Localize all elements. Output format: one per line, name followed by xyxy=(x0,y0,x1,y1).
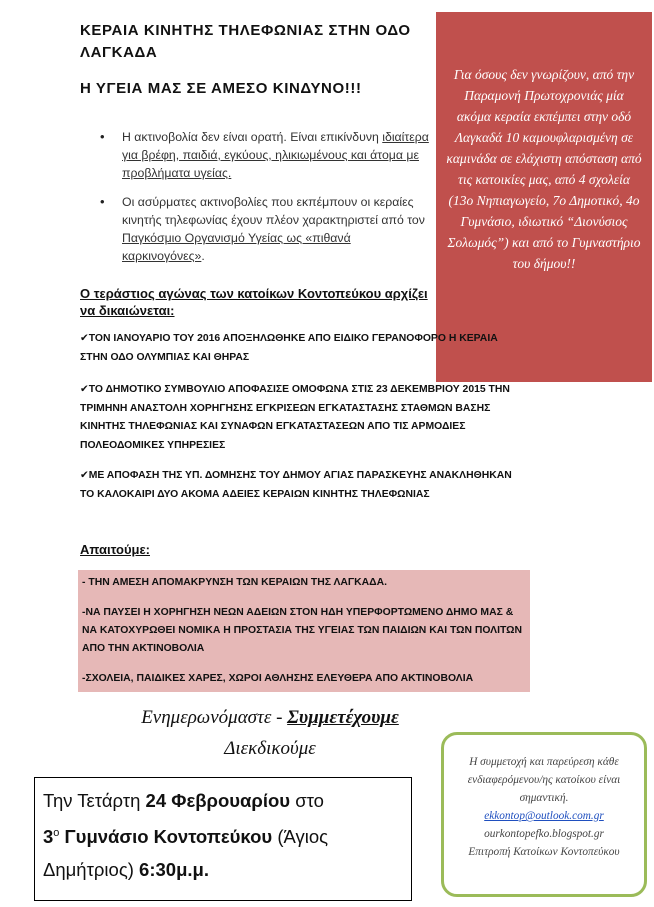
bullet-underlined: Παγκόσμιο Οργανισμό Υγείας ως «πιθανά καρκινογόνες» xyxy=(122,231,351,263)
bullet-item xyxy=(100,128,430,182)
bullet-text: Η ακτινοβολία δεν είναι ορατή. Είναι επικίνδυνη xyxy=(122,130,383,144)
meeting-place: Γυμνάσιο Κοντοπεύκου xyxy=(59,826,273,848)
news-item: ✔ΜΕ ΑΠΟΦΑΣΗ ΤΗΣ ΥΠ. ΔΟΜΗΣΗΣ ΤΟΥ ΔΗΜΟΥ ΑΓΙΑΣ ΠΑΡΑΣΚΕΥΗΣ ΑΝΑΚΛΗΘΗΚΑΝ ΤΟ ΚΑΛΟΚΑΙΡΙ ΔΥΟ ΑΚΟΜΑ ΑΔΕΙΕΣ ΚΕΡΑΙΩΝ ΚΙΝΗΤΗΣ ΤΗΛΕΦΩΝΙΑΣ xyxy=(80,470,512,500)
contact-email-link[interactable]: ekkontop@outlook.com.gr xyxy=(484,810,604,822)
meeting-mid: στο xyxy=(290,790,324,811)
contact-committee: Επιτροπή Κατοίκων Κοντοπεύκου xyxy=(468,846,620,858)
slogan-participate: Συμμετέχουμε xyxy=(287,707,399,728)
bullet-text: Οι ασύρματες ακτινοβολίες που εκπέμπουν οι κεραίες κινητής τηλεφωνίας έχουν πλέον χαρακτηριστεί από τον xyxy=(122,195,425,227)
demands-heading: Απαιτούμε: xyxy=(80,542,150,557)
meeting-box xyxy=(34,777,412,901)
bullet-underlined: ιδιαίτερα για βρέφη, παιδιά, εγκύους, ηλικιωμένους και άτομα με προβλήματα υγείας. xyxy=(122,130,429,180)
contact-blog[interactable]: ourkontopefko.blogspot.gr xyxy=(484,828,604,840)
meeting-time: 6:30 xyxy=(139,859,177,881)
meeting-pre: Την Τετάρτη xyxy=(43,790,146,811)
bullet-list xyxy=(100,128,430,276)
news-item: ✔ΤΟ ΔΗΜΟΤΙΚΟ ΣΥΜΒΟΥΛΙΟ ΑΠΟΦΑΣΙΣΕ ΟΜΟΦΩΝΑ ΣΤΙΣ 23 ΔΕΚΕΜΒΡΙΟΥ 2015 ΤΗΝ ΤΡΙΜΗΝΗ ΑΝΑΣΤΟΛΗ ΧΟΡΗΓΗΣΗΣ ΕΓΚΡΙΣΕΩΝ ΕΓΚΑΤΑΣΤΑΣΗΣ ΣΤΑΘΜΩΝ ΒΑΣΗΣ ΚΙΝΗΤΗΣ ΤΗΛΕΦΩΝΙΑΣ ΚΑΙ ΣΥΝΑΦΩΝ ΕΓΚΑΤΑΣΤΑΣΕΩΝ ΑΠΟ ΤΙΣ ΑΡΜΟΔΙΕΣ ΠΟΛΕΟΔΟΜΙΚΕΣ ΥΠΗΡΕΣΙΕΣ xyxy=(80,384,510,451)
contact-note: Η συμμετοχή και παρεύρεση κάθε ενδιαφερόμενου/ης κατοίκου είναι σημαντική. xyxy=(467,756,621,804)
demand-item: -ΝΑ ΠΑΥΣΕΙ Η ΧΟΡΗΓΗΣΗ ΝΕΩΝ ΑΔΕΙΩΝ ΣΤΟΝ ΗΔΗ ΥΠΕΡΦΟΡΤΩΜΕΝΟ ΔΗΜΟ ΜΑΣ & ΝΑ ΚΑΤΟΧΥΡΩΘΕΙ ΝΟΜΙΚΑ Η ΠΡΟΣΤΑΣΙΑ ΤΗΣ ΥΓΕΙΑΣ ΤΩΝ ΠΑΙΔΙΩΝ ΚΑΙ ΤΩΝ ΠΟΛΙΤΩΝ ΑΠΟ ΤΗΝ ΑΚΤΙΝΟΒΟΛΙΑ xyxy=(82,607,522,654)
demands-box xyxy=(78,570,530,692)
struggle-heading: Ο τεράστιος αγώνας των κατοίκων Κοντοπεύκου αρχίζει να δικαιώνεται: xyxy=(80,286,428,318)
slogan-inform: Ενημερωνόμαστε - xyxy=(141,707,288,728)
slogan-line2: Διεκδικούμε xyxy=(224,738,316,759)
bullet-item xyxy=(100,193,430,265)
header-title: ΚΕΡΑΙΑ ΚΙΝΗΤΗΣ ΤΗΛΕΦΩΝΙΑΣ ΣΤΗΝ ΟΔΟ ΛΑΓΚΑΔΑ xyxy=(80,22,411,61)
demand-item: -ΣΧΟΛΕΙΑ, ΠΑΙΔΙΚΕΣ ΧΑΡΕΣ, ΧΩΡΟΙ ΑΘΛΗΣΗΣ ΕΛΕΥΘΕΡΑ ΑΠΟ ΑΚΤΙΝΟΒΟΛΙΑ xyxy=(82,673,474,684)
red-box-text: Για όσους δεν γνωρίζουν, από την Παραμονή Πρωτοχρονιάς μία ακόμα κεραία εκπέμπει στην οδό Λαγκαδά 10 καμουφλαρισμένη σε καμινάδα σε ελάχιστη απόσταση από τις κατοικίες μας, από 4 σχολεία (13ο Νηπιαγωγείο, 7ο Δημοτικό, 4ο Γυμνάσιο, ιδιωτικό “Διονύσιος Σολωμός”) και από το Γυμναστήριο του δήμου!! xyxy=(446,67,642,271)
header-danger: Η ΥΓΕΙΑ ΜΑΣ ΣΕ ΑΜΕΣΟ ΚΙΝΔΥΝΟ!!! xyxy=(80,80,362,97)
slogan-line1 xyxy=(80,707,460,729)
meeting-ordinal: ο xyxy=(53,827,60,839)
demand-item: - ΤΗΝ ΑΜΕΣΗ ΑΠΟΜΑΚΡΥΝΣΗ ΤΩΝ ΚΕΡΑΙΩΝ ΤΗΣ ΛΑΓΚΑΔΑ. xyxy=(82,577,387,588)
meeting-time-suffix: μ.μ. xyxy=(176,859,209,881)
red-info-box xyxy=(436,12,652,382)
meeting-school-number: 3 xyxy=(43,826,54,848)
news-item: ✔ΤΟΝ ΙΑΝΟΥΑΡΙΟ ΤΟΥ 2016 ΑΠΟΞΗΛΩΘΗΚΕ ΑΠΟ ΕΙΔΙΚΟ ΓΕΡΑΝΟΦΟΡΟ Η ΚΕΡΑΙΑ ΣΤΗΝ ΟΔΟ ΟΛΥΜΠΙΑΣ ΚΑΙ ΘΗΡΑΣ xyxy=(80,333,498,363)
meeting-date: 24 Φεβρουαρίου xyxy=(145,790,291,811)
contact-box xyxy=(441,732,647,897)
bullet-text-end: . xyxy=(201,249,205,263)
meeting-place-rest: (Άγιος Δημήτριος) xyxy=(43,826,329,881)
